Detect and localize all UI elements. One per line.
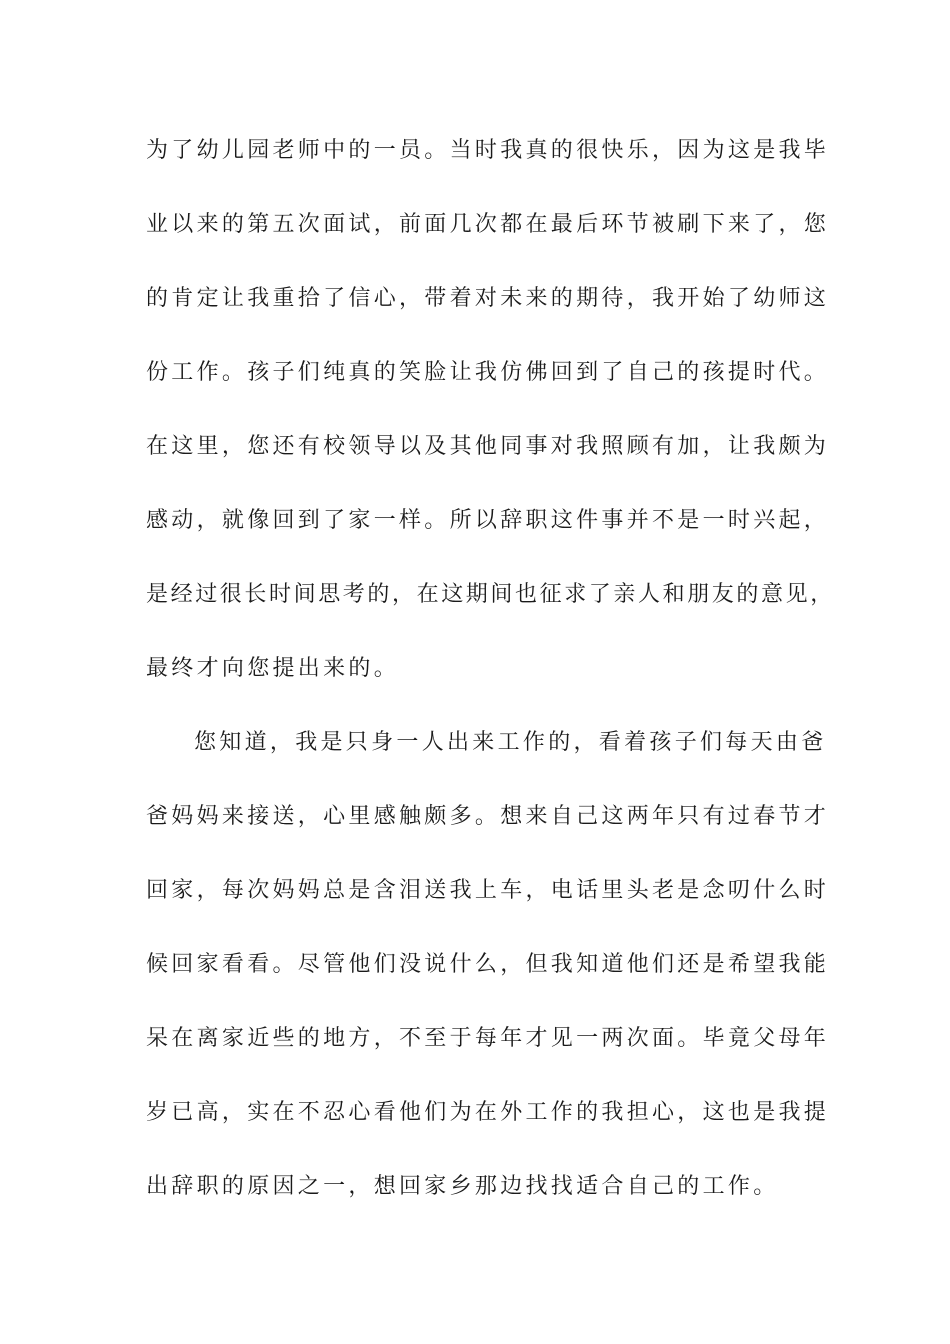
paragraph-2-line-5: 呆在离家近些的地方，不至于每年才见一两次面。毕竟父母年 — [146, 1026, 830, 1051]
paragraph-1-line-1: 为了幼儿园老师中的一员。当时我真的很快乐，因为这是我毕 — [146, 138, 830, 163]
paragraph-2-line-2: 爸妈妈来接送，心里感触颇多。想来自己这两年只有过春节才 — [146, 804, 830, 829]
paragraph-1-line-6: 感动，就像回到了家一样。所以辞职这件事并不是一时兴起， — [146, 508, 830, 533]
paragraph-1-line-5: 在这里，您还有校领导以及其他同事对我照顾有加，让我颇为 — [146, 434, 830, 459]
paragraph-2-line-4: 候回家看看。尽管他们没说什么，但我知道他们还是希望我能 — [146, 952, 830, 977]
paragraph-1-line-4: 份工作。孩子们纯真的笑脸让我仿佛回到了自己的孩提时代。 — [146, 360, 830, 385]
paragraph-2-line-3: 回家，每次妈妈总是含泪送我上车，电话里头老是念叨什么时 — [146, 878, 830, 903]
paragraph-1-line-7: 是经过很长时间思考的，在这期间也征求了亲人和朋友的意见， — [146, 582, 835, 607]
paragraph-2-line-6: 岁已高，实在不忍心看他们为在外工作的我担心，这也是我提 — [146, 1100, 830, 1125]
paragraph-1-line-3: 的肯定让我重拾了信心，带着对未来的期待，我开始了幼师这 — [146, 286, 830, 311]
paragraph-2-line-7: 出辞职的原因之一，想回家乡那边找找适合自己的工作。 — [146, 1174, 779, 1199]
paragraph-1-line-2: 业以来的第五次面试，前面几次都在最后环节被刷下来了，您 — [146, 212, 830, 237]
paragraph-1-line-8: 最终才向您提出来的。 — [146, 656, 400, 681]
paragraph-2-line-1: 您知道，我是只身一人出来工作的，看着孩子们每天由爸 — [194, 730, 827, 755]
